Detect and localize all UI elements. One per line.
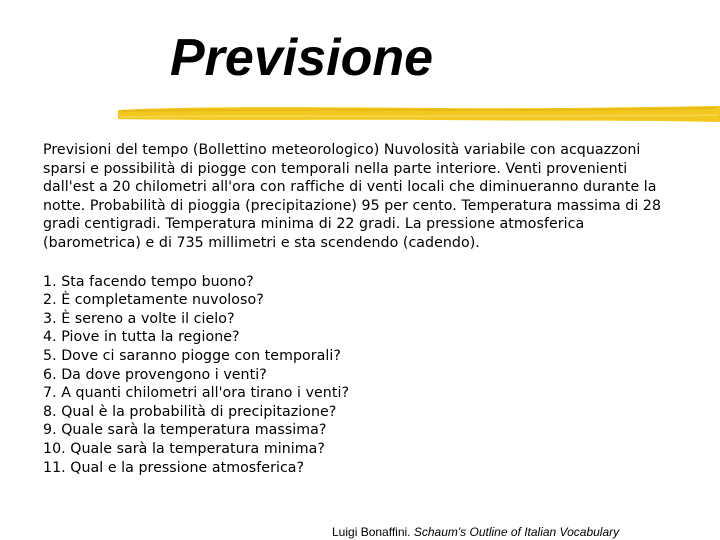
question-item: 6. Da dove provengono i venti? [43, 366, 267, 383]
slide-title: Previsione [170, 29, 434, 87]
title-underline-brushstroke [118, 100, 720, 126]
question-item: 1. Sta facendo tempo buono? [43, 273, 254, 290]
question-item: 8. Qual è la probabilità di precipitazione? [43, 403, 337, 420]
question-item: 9. Quale sarà la temperatura massima? [43, 422, 327, 439]
question-item: 4. Piove in tutta la regione? [43, 329, 240, 346]
source-credit [332, 525, 619, 539]
forecast-lead: Previsioni del tempo [43, 142, 189, 158]
question-item: 10. Quale sarà la temperatura minima? [43, 440, 325, 457]
question-item: 2. È completamente nuvoloso? [43, 292, 264, 309]
question-item: 3. È sereno a volte il cielo? [43, 310, 235, 327]
forecast-text: (Bollettino meteorologico) Nuvolosità variabile con acquazzoni sparsi e possibilità di piogge con temporali nella parte interiore. Venti provenienti dall'est a 20 chilometri all'ora con raffiche di venti locali che diminueranno durante la notte. Probabilità di pioggia (precipitazione) 95 per cento. Temperatura massima di 28 gradi centigradi. Temperatura minima di 22 gradi. La pressione atmosferica (barometrica) e di 735 millimetri e sta scendendo (cadendo). [43, 142, 662, 251]
slide-body [43, 141, 673, 477]
credit-author: Luigi Bonaffini. [332, 525, 414, 539]
credit-book: Schaum's Outline of Italian Vocabulary [413, 525, 620, 539]
question-item: 7. A quanti chilometri all'ora tirano i venti? [43, 385, 350, 402]
question-list [43, 273, 673, 478]
forecast-paragraph [43, 141, 673, 253]
question-item: 11. Qual e la pressione atmosferica? [43, 459, 305, 476]
question-item: 5. Dove ci saranno piogge con temporali? [43, 347, 341, 364]
